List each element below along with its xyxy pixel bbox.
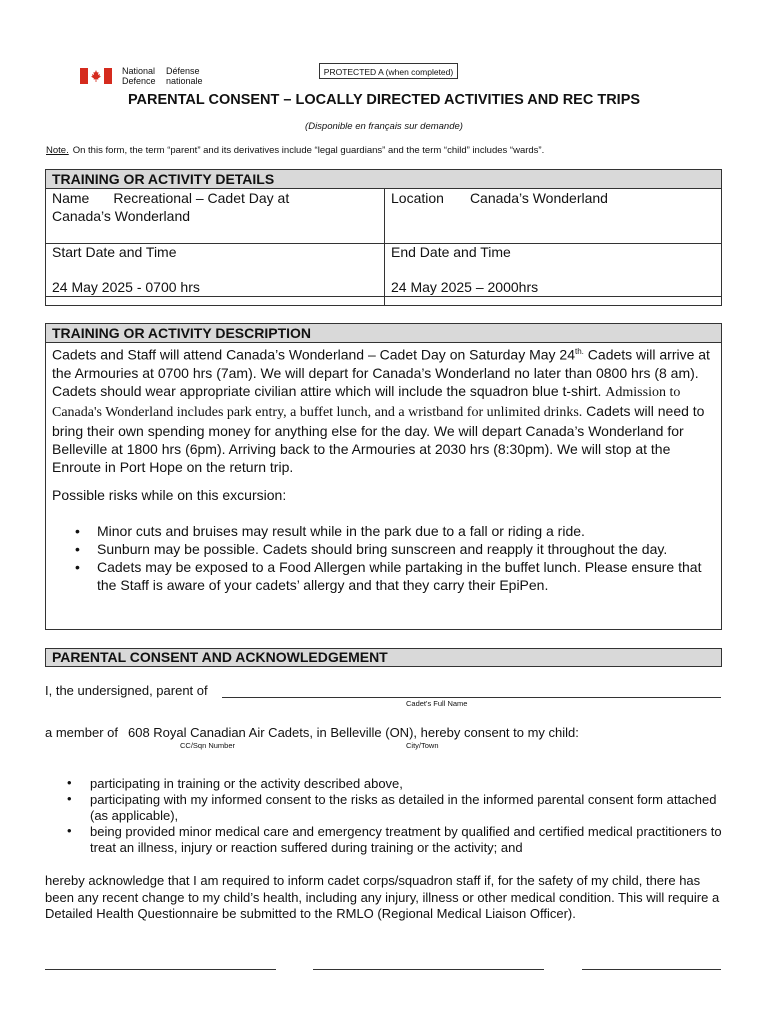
start-date-value[interactable]: 24 May 2025 - 0700 hrs [52, 279, 200, 295]
risk-item: • Sunburn may be possible. Cadets should bring sunscreen and reapply it throughout the day. [52, 540, 715, 558]
member-of-line: a member of 608 Royal Canadian Air Cadets, in Belleville (ON), hereby consent to my child: [45, 725, 579, 740]
signature-line-2[interactable] [313, 969, 544, 970]
city-town-caption: City/Town [406, 741, 439, 750]
signature-line-1[interactable] [45, 969, 276, 970]
signature-line-3[interactable] [582, 969, 721, 970]
unit-field[interactable]: 608 Royal Canadian Air Cadets, in Belleville (ON), [127, 725, 418, 740]
activity-description-heading: TRAINING OR ACTIVITY DESCRIPTION [46, 324, 721, 343]
activity-details-table [45, 169, 722, 306]
undersigned-label: I, the undersigned, parent of [45, 683, 208, 698]
consent-heading: PARENTAL CONSENT AND ACKNOWLEDGEMENT [45, 648, 722, 667]
consent-item: • participating with my informed consent to the risks as detailed in the informed parental consent form attached (as applicable), [45, 792, 725, 824]
cadet-name-line[interactable] [222, 697, 721, 698]
french-availability-note: (Disponible en français sur demande) [305, 121, 463, 132]
activity-description-box [45, 323, 722, 630]
risk-item: • Minor cuts and bruises may result while in the park due to a fall or riding a ride. [52, 522, 715, 540]
risks-intro: Possible risks while on this excursion: [52, 487, 287, 503]
end-date-value[interactable]: 24 May 2025 – 2000hrs [391, 279, 539, 295]
risk-item: • Cadets may be exposed to a Food Allergen while partaking in the buffet lunch. Please ensure that the Staff is aware of your cadets’ allergy and that they carry their EpiPen. [52, 558, 715, 594]
protected-badge: PROTECTED A (when completed) [319, 63, 458, 79]
note-label: Note. [46, 145, 69, 156]
activity-name-field[interactable]: Name Recreational – Cadet Day at Canada’s Wonderland [52, 190, 290, 224]
canada-flag-icon [80, 68, 112, 84]
activity-description-text: Cadets and Staff will attend Canada’s Wonderland – Cadet Day on Saturday May $24^{th.}$ Cadets will arrive at the Armouries at 0700 hrs (7am). We will depart for Canada’s Wonderland no later than 0800 hrs (8 am). Cadets should wear appropriate civilian attire which will include the squadron blue t-shirt. Admission to Canada's Wonderland includes park entry, a buffet lunch, and a wristband for unlimited drinks. Cadets will need to bring their own spending money for anything else for the day. We will depart Canada’s Wonderland for Belleville at 1800 hrs (6pm). Arriving back to the Armouries at 2030 hrs (8:30pm). We will stop at the Enroute in Port Hope on the return trip. [52, 346, 710, 475]
consent-items-list [45, 776, 725, 856]
activity-location-field[interactable]: Location Canada’s Wonderland [391, 190, 608, 206]
terms-note [46, 145, 544, 156]
end-date-label: End Date and Time [391, 244, 511, 260]
risks-list [52, 522, 715, 594]
consent-item: • participating in training or the activity described above, [45, 776, 725, 792]
start-date-label: Start Date and Time [52, 244, 177, 260]
activity-details-heading: TRAINING OR ACTIVITY DETAILS [46, 170, 721, 189]
note-text: On this form, the term “parent” and its derivatives include “legal guardians” and the term “child” includes “wards”. [72, 145, 545, 156]
consent-item: • being provided minor medical care and emergency treatment by qualified and certified medical practitioners to treat an illness, injury or reaction suffered during training or the activity; and [45, 824, 725, 856]
department-name: National Défense Defence nationale [122, 66, 203, 86]
form-title: PARENTAL CONSENT – LOCALLY DIRECTED ACTIVITIES AND REC TRIPS [127, 92, 641, 108]
acknowledgement-text: hereby acknowledge that I am required to inform cadet corps/squadron staff if, for the safety of my child, there has been any recent change to my child’s health, including any injury, illness or other medical condition. This will require a Detailed Health Questionnaire be submitted to the RMLO (Regional Medical Liaison Officer). [45, 873, 720, 921]
cc-sqn-caption: CC/Sqn Number [180, 741, 236, 750]
cadet-name-caption: Cadet's Full Name [406, 699, 468, 708]
